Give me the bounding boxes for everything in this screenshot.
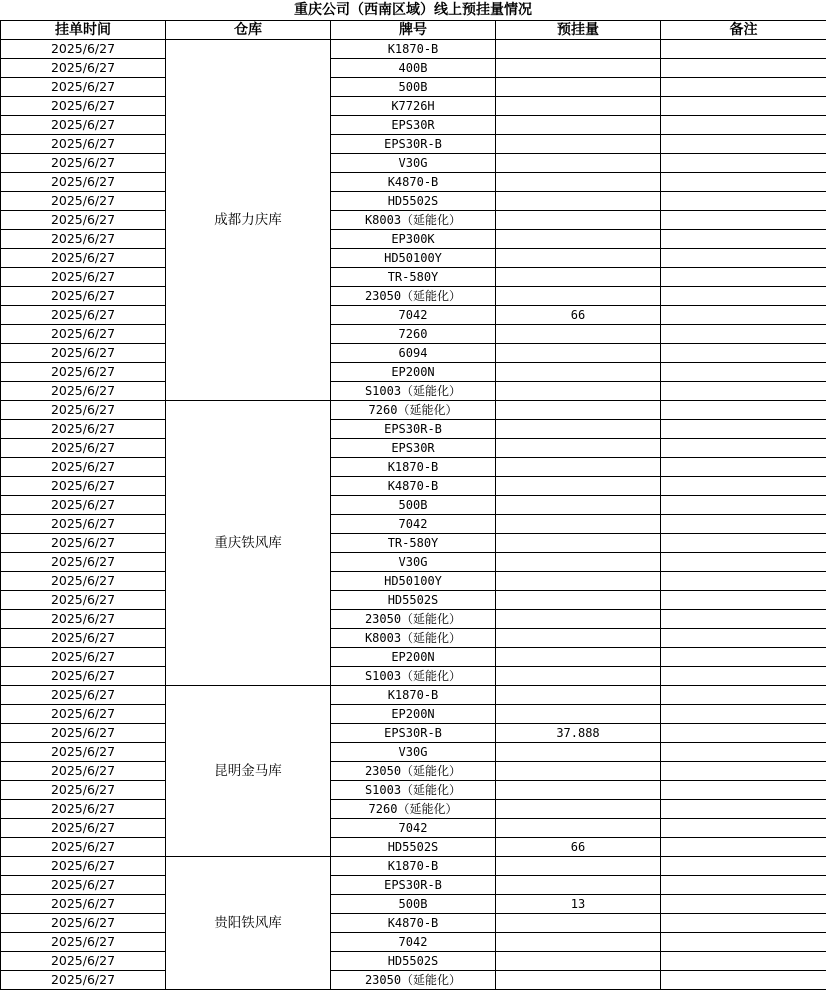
quantity-cell[interactable] [496,952,661,971]
header-date[interactable]: 挂单时间 [1,21,166,40]
date-cell[interactable]: 2025/6/27 [1,857,166,876]
grade-cell[interactable]: EPS30R-B [331,420,496,439]
date-cell[interactable]: 2025/6/27 [1,515,166,534]
table-row [1,439,826,458]
quantity-cell[interactable]: 66 [496,306,661,325]
table-row [1,420,826,439]
grade-cell[interactable]: 500B [331,78,496,97]
grade-cell[interactable]: V30G [331,743,496,762]
date-cell[interactable]: 2025/6/27 [1,135,166,154]
quantity-cell[interactable]: 37.888 [496,724,661,743]
quantity-cell[interactable] [496,762,661,781]
quantity-cell[interactable] [496,629,661,648]
date-cell[interactable]: 2025/6/27 [1,933,166,952]
remarks-cell[interactable] [661,192,826,211]
quantity-cell[interactable] [496,249,661,268]
remarks-cell[interactable] [661,591,826,610]
table-row [1,914,826,933]
remarks-cell[interactable] [661,287,826,306]
remarks-cell[interactable] [661,249,826,268]
table-row [1,724,826,743]
sheet-title: 重庆公司（西南区域）线上预挂量情况 [0,0,826,20]
quantity-cell[interactable] [496,116,661,135]
table-row [1,819,826,838]
grade-cell[interactable]: V30G [331,553,496,572]
grade-cell[interactable]: 500B [331,895,496,914]
date-cell[interactable]: 2025/6/27 [1,116,166,135]
table-row [1,952,826,971]
remarks-cell[interactable] [661,610,826,629]
table-row [1,705,826,724]
date-cell[interactable]: 2025/6/27 [1,420,166,439]
table-row [1,933,826,952]
remarks-cell[interactable] [661,876,826,895]
quantity-cell[interactable] [496,686,661,705]
grade-cell[interactable]: EPS30R-B [331,724,496,743]
date-cell[interactable]: 2025/6/27 [1,610,166,629]
remarks-cell[interactable] [661,781,826,800]
grade-cell[interactable]: 7042 [331,933,496,952]
grade-cell[interactable]: V30G [331,154,496,173]
header-warehouse[interactable]: 仓库 [166,21,331,40]
table-row [1,97,826,116]
quantity-cell[interactable] [496,914,661,933]
grade-cell[interactable]: K8003（延能化） [331,629,496,648]
remarks-cell[interactable] [661,306,826,325]
remarks-cell[interactable] [661,914,826,933]
quantity-cell[interactable] [496,591,661,610]
date-cell[interactable]: 2025/6/27 [1,648,166,667]
quantity-cell[interactable] [496,933,661,952]
date-cell[interactable]: 2025/6/27 [1,40,166,59]
grade-cell[interactable]: S1003（延能化） [331,382,496,401]
quantity-cell[interactable] [496,173,661,192]
quantity-cell[interactable] [496,743,661,762]
quantity-cell[interactable] [496,876,661,895]
quantity-cell[interactable] [496,154,661,173]
remarks-cell[interactable] [661,268,826,287]
table-row [1,591,826,610]
table-row [1,249,826,268]
table-row [1,857,826,876]
table-row [1,40,826,59]
date-cell[interactable]: 2025/6/27 [1,230,166,249]
grade-cell[interactable]: K1870-B [331,686,496,705]
quantity-cell[interactable] [496,135,661,154]
date-cell[interactable]: 2025/6/27 [1,439,166,458]
table-row [1,477,826,496]
remarks-cell[interactable] [661,477,826,496]
warehouse-cell[interactable]: 重庆铁风库 [166,401,331,686]
date-cell[interactable]: 2025/6/27 [1,78,166,97]
grade-cell[interactable]: 7042 [331,819,496,838]
quantity-cell[interactable] [496,458,661,477]
table-row [1,838,826,857]
remarks-cell[interactable] [661,325,826,344]
remarks-cell[interactable] [661,135,826,154]
quantity-cell[interactable] [496,515,661,534]
remarks-cell[interactable] [661,78,826,97]
quantity-cell[interactable] [496,800,661,819]
date-cell[interactable]: 2025/6/27 [1,952,166,971]
grade-cell[interactable]: S1003（延能化） [331,781,496,800]
table-row [1,173,826,192]
remarks-cell[interactable] [661,762,826,781]
date-cell[interactable]: 2025/6/27 [1,914,166,933]
table-row [1,515,826,534]
grade-cell[interactable]: EP200N [331,705,496,724]
table-row [1,743,826,762]
header-grade[interactable]: 牌号 [331,21,496,40]
date-cell[interactable]: 2025/6/27 [1,743,166,762]
header-remarks[interactable]: 备注 [661,21,826,40]
header-quantity[interactable]: 预挂量 [496,21,661,40]
remarks-cell[interactable] [661,496,826,515]
grade-cell[interactable]: 7260（延能化） [331,800,496,819]
date-cell[interactable]: 2025/6/27 [1,344,166,363]
remarks-cell[interactable] [661,800,826,819]
grade-cell[interactable]: EPS30R-B [331,135,496,154]
remarks-cell[interactable] [661,553,826,572]
table-row [1,971,826,990]
quantity-cell[interactable] [496,363,661,382]
quantity-cell[interactable] [496,705,661,724]
grade-cell[interactable]: HD5502S [331,952,496,971]
remarks-cell[interactable] [661,59,826,78]
remarks-cell[interactable] [661,857,826,876]
warehouse-cell[interactable]: 成都力庆库 [166,40,331,401]
quantity-cell[interactable] [496,439,661,458]
grade-cell[interactable]: K7726H [331,97,496,116]
grade-cell[interactable]: EP300K [331,230,496,249]
remarks-cell[interactable] [661,724,826,743]
grade-cell[interactable]: 7260（延能化） [331,401,496,420]
grade-cell[interactable]: K4870-B [331,477,496,496]
remarks-cell[interactable] [661,952,826,971]
remarks-cell[interactable] [661,154,826,173]
table-row [1,781,826,800]
remarks-cell[interactable] [661,40,826,59]
remarks-cell[interactable] [661,534,826,553]
table-row [1,135,826,154]
quantity-cell[interactable] [496,819,661,838]
quantity-cell[interactable] [496,477,661,496]
quantity-cell[interactable] [496,325,661,344]
table-row [1,78,826,97]
grade-cell[interactable]: K1870-B [331,458,496,477]
table-row [1,344,826,363]
remarks-cell[interactable] [661,667,826,686]
date-cell[interactable]: 2025/6/27 [1,249,166,268]
grade-cell[interactable]: HD5502S [331,838,496,857]
quantity-cell[interactable]: 13 [496,895,661,914]
quantity-cell[interactable] [496,610,661,629]
date-cell[interactable]: 2025/6/27 [1,781,166,800]
remarks-cell[interactable] [661,401,826,420]
remarks-cell[interactable] [661,705,826,724]
remarks-cell[interactable] [661,211,826,230]
date-cell[interactable]: 2025/6/27 [1,154,166,173]
date-cell[interactable]: 2025/6/27 [1,629,166,648]
table-row [1,382,826,401]
table-row [1,572,826,591]
quantity-cell[interactable] [496,344,661,363]
table-row [1,458,826,477]
date-cell[interactable]: 2025/6/27 [1,667,166,686]
quantity-cell[interactable] [496,40,661,59]
table-row [1,895,826,914]
table-row [1,363,826,382]
quantity-cell[interactable] [496,857,661,876]
quantity-cell[interactable] [496,781,661,800]
quantity-cell[interactable] [496,97,661,116]
table-row [1,534,826,553]
grade-cell[interactable]: EPS30R [331,439,496,458]
date-cell[interactable]: 2025/6/27 [1,268,166,287]
grade-cell[interactable]: K4870-B [331,173,496,192]
date-cell[interactable]: 2025/6/27 [1,382,166,401]
quantity-cell[interactable] [496,971,661,990]
quantity-cell[interactable] [496,572,661,591]
table-row [1,306,826,325]
grade-cell[interactable]: K4870-B [331,914,496,933]
date-cell[interactable]: 2025/6/27 [1,287,166,306]
table-row [1,762,826,781]
date-cell[interactable]: 2025/6/27 [1,876,166,895]
table-body [1,40,826,990]
remarks-cell[interactable] [661,420,826,439]
remarks-cell[interactable] [661,458,826,477]
remarks-cell[interactable] [661,686,826,705]
remarks-cell[interactable] [661,629,826,648]
quantity-cell[interactable] [496,534,661,553]
grade-cell[interactable]: 7260 [331,325,496,344]
date-cell[interactable]: 2025/6/27 [1,553,166,572]
grade-cell[interactable]: 23050（延能化） [331,610,496,629]
table-row [1,192,826,211]
date-cell[interactable]: 2025/6/27 [1,401,166,420]
date-cell[interactable]: 2025/6/27 [1,363,166,382]
grade-cell[interactable]: HD50100Y [331,572,496,591]
date-cell[interactable]: 2025/6/27 [1,306,166,325]
remarks-cell[interactable] [661,97,826,116]
table-row [1,287,826,306]
quantity-cell[interactable]: 66 [496,838,661,857]
grade-cell[interactable]: 7042 [331,306,496,325]
date-cell[interactable]: 2025/6/27 [1,97,166,116]
grade-cell[interactable]: EPS30R [331,116,496,135]
table-row [1,648,826,667]
date-cell[interactable]: 2025/6/27 [1,819,166,838]
quantity-cell[interactable] [496,496,661,515]
remarks-cell[interactable] [661,173,826,192]
date-cell[interactable]: 2025/6/27 [1,211,166,230]
grade-cell[interactable]: HD5502S [331,591,496,610]
date-cell[interactable]: 2025/6/27 [1,59,166,78]
date-cell[interactable]: 2025/6/27 [1,458,166,477]
table-row [1,667,826,686]
warehouse-cell[interactable]: 贵阳铁风库 [166,857,331,990]
remarks-cell[interactable] [661,895,826,914]
remarks-cell[interactable] [661,648,826,667]
grade-cell[interactable]: K1870-B [331,40,496,59]
date-cell[interactable]: 2025/6/27 [1,971,166,990]
date-cell[interactable]: 2025/6/27 [1,173,166,192]
date-cell[interactable]: 2025/6/27 [1,724,166,743]
quantity-cell[interactable] [496,667,661,686]
remarks-cell[interactable] [661,230,826,249]
table-row [1,325,826,344]
table-row [1,116,826,135]
grade-cell[interactable]: K1870-B [331,857,496,876]
quantity-cell[interactable] [496,211,661,230]
grade-cell[interactable]: EP200N [331,363,496,382]
date-cell[interactable]: 2025/6/27 [1,705,166,724]
grade-cell[interactable]: HD5502S [331,192,496,211]
remarks-cell[interactable] [661,344,826,363]
remarks-cell[interactable] [661,382,826,401]
grade-cell[interactable]: 500B [331,496,496,515]
date-cell[interactable]: 2025/6/27 [1,762,166,781]
date-cell[interactable]: 2025/6/27 [1,477,166,496]
table-row [1,401,826,420]
grade-cell[interactable]: S1003（延能化） [331,667,496,686]
quantity-cell[interactable] [496,59,661,78]
quantity-cell[interactable] [496,268,661,287]
table-row [1,876,826,895]
date-cell[interactable]: 2025/6/27 [1,800,166,819]
table-row [1,800,826,819]
quantity-cell[interactable] [496,230,661,249]
date-cell[interactable]: 2025/6/27 [1,496,166,515]
table-row [1,59,826,78]
remarks-cell[interactable] [661,515,826,534]
grade-cell[interactable]: TR-580Y [331,268,496,287]
table-row [1,610,826,629]
remarks-cell[interactable] [661,838,826,857]
quantity-cell[interactable] [496,648,661,667]
date-cell[interactable]: 2025/6/27 [1,534,166,553]
date-cell[interactable]: 2025/6/27 [1,325,166,344]
quantity-cell[interactable] [496,420,661,439]
date-cell[interactable]: 2025/6/27 [1,838,166,857]
remarks-cell[interactable] [661,743,826,762]
remarks-cell[interactable] [661,439,826,458]
grade-cell[interactable]: 400B [331,59,496,78]
quantity-cell[interactable] [496,382,661,401]
date-cell[interactable]: 2025/6/27 [1,895,166,914]
grade-cell[interactable]: 6094 [331,344,496,363]
table-row [1,553,826,572]
quantity-cell[interactable] [496,192,661,211]
date-cell[interactable]: 2025/6/27 [1,591,166,610]
grade-cell[interactable]: 23050（延能化） [331,971,496,990]
table-row [1,211,826,230]
date-cell[interactable]: 2025/6/27 [1,572,166,591]
grade-cell[interactable]: EPS30R-B [331,876,496,895]
remarks-cell[interactable] [661,971,826,990]
warehouse-cell[interactable]: 昆明金马库 [166,686,331,857]
grade-cell[interactable]: HD50100Y [331,249,496,268]
header-row [1,21,826,40]
date-cell[interactable]: 2025/6/27 [1,192,166,211]
quantity-cell[interactable] [496,78,661,97]
grade-cell[interactable]: 23050（延能化） [331,762,496,781]
remarks-cell[interactable] [661,933,826,952]
remarks-cell[interactable] [661,572,826,591]
table-row [1,154,826,173]
table-row [1,268,826,287]
grade-cell[interactable]: K8003（延能化） [331,211,496,230]
date-cell[interactable]: 2025/6/27 [1,686,166,705]
table-row [1,496,826,515]
quantity-cell[interactable] [496,553,661,572]
table-row [1,629,826,648]
grade-cell[interactable]: EP200N [331,648,496,667]
quantity-cell[interactable] [496,401,661,420]
table-row [1,686,826,705]
grade-cell[interactable]: TR-580Y [331,534,496,553]
remarks-cell[interactable] [661,116,826,135]
grade-cell[interactable]: 7042 [331,515,496,534]
quantity-cell[interactable] [496,287,661,306]
grade-cell[interactable]: 23050（延能化） [331,287,496,306]
remarks-cell[interactable] [661,819,826,838]
remarks-cell[interactable] [661,363,826,382]
preorder-table [0,20,826,990]
table-row [1,230,826,249]
